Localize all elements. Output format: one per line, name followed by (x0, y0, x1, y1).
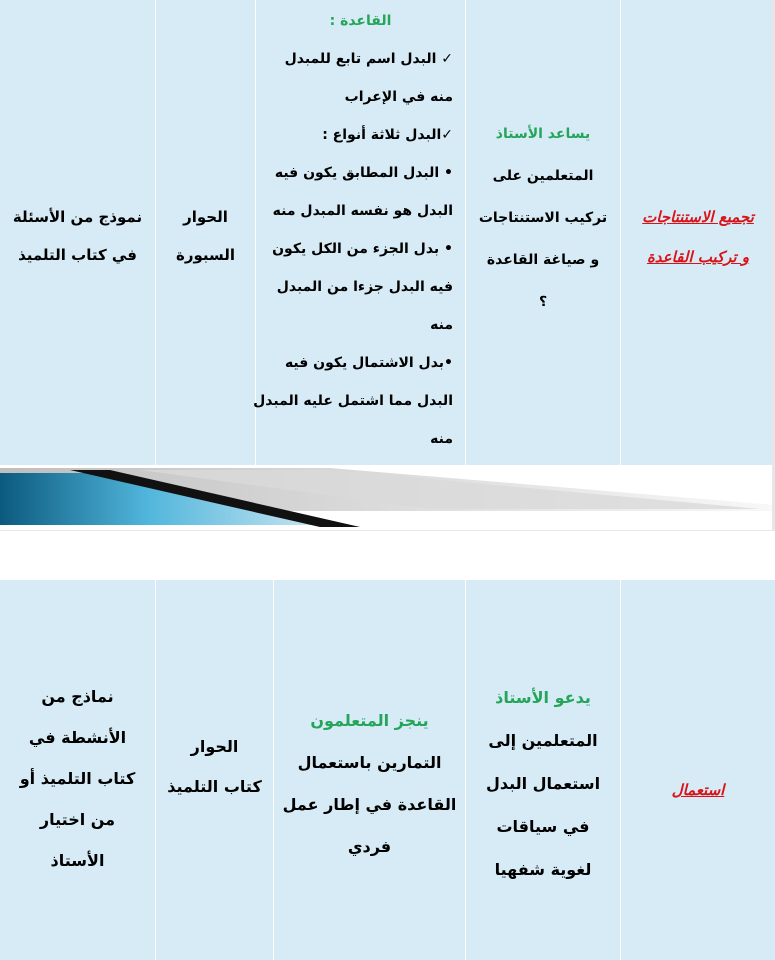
assessment-cell-1 (0, 0, 155, 465)
assessment-line: كتاب التلميذ أو (19, 769, 136, 788)
means-line: السبورة (175, 246, 236, 264)
teacher-heading: يدعو الأستاذ (495, 688, 591, 707)
assessment-line: نموذج من الأسئلة (12, 208, 143, 226)
rule-cell (255, 0, 465, 465)
stage-title: و تركيب القاعدة (646, 248, 750, 266)
means-line: الحوار (190, 737, 239, 756)
assessment-line: من اختيار (39, 810, 116, 829)
divider-line (0, 530, 775, 531)
stage-cell-2 (620, 580, 775, 960)
teacher-line: و صياغة القاعدة (486, 252, 600, 268)
rule-line: منه في الإعراب (344, 89, 453, 105)
means-cell-2 (155, 580, 273, 960)
assessment-cell-2 (0, 580, 155, 960)
learners-heading: ينجز المتعلمون (310, 711, 429, 730)
rule-line: ✓البدل ثلاثة أنواع : (322, 127, 453, 143)
assessment-line: نماذج من (41, 687, 114, 706)
learners-cell (273, 580, 465, 960)
slide-divider-banner (0, 465, 775, 530)
assessment-line: الأنشطة في (28, 728, 127, 747)
teacher-cell-2 (465, 580, 620, 960)
rule-line: منه (430, 431, 453, 447)
teacher-line: تركيب الاستنتاجات (478, 210, 608, 226)
rule-line: ✓ البدل اسم تابع للمبدل (284, 51, 453, 67)
assessment-line: في كتاب التلميذ (18, 246, 137, 264)
means-line: كتاب التلميذ (167, 777, 262, 796)
lesson-table-bottom (0, 580, 775, 960)
rule-line: •بدل الاشتمال يكون فيه (284, 355, 453, 371)
teacher-heading: يساعد الأستاذ (495, 126, 591, 142)
rule-line: البدل هو نفسه المبدل منه (272, 203, 453, 219)
means-line: الحوار (183, 208, 228, 226)
lesson-table-top (0, 0, 775, 465)
assessment-line: الأستاذ (50, 851, 105, 870)
rule-heading: القاعدة : (329, 13, 392, 29)
learners-line: التمارين باستعمال (297, 753, 442, 772)
teacher-line: في سياقات (496, 817, 590, 836)
learners-line: فردي (347, 837, 392, 856)
teacher-line: المتعلمين على (492, 168, 594, 184)
rule-line: منه (430, 317, 453, 333)
teacher-line: المتعلمين إلى (488, 731, 598, 750)
stage-title: استعمال (671, 781, 725, 799)
teacher-line: استعمال البدل (485, 774, 601, 793)
stage-cell-1 (620, 0, 775, 465)
means-cell-1 (155, 0, 255, 465)
teacher-line: ؟ (538, 294, 548, 310)
rule-line: • البدل المطابق يكون فيه (274, 165, 453, 181)
rule-line: البدل مما اشتمل عليه المبدل (253, 393, 453, 409)
rule-line: • بدل الجزء من الكل يكون (272, 241, 453, 257)
learners-line: القاعدة في إطار عمل (282, 795, 457, 814)
rule-line: فيه البدل جزءا من المبدل (276, 279, 453, 295)
teacher-cell-1 (465, 0, 620, 465)
teacher-line: لغوية شفهيا (494, 860, 592, 879)
stage-title: تجميع الاستنتاجات (642, 208, 754, 226)
